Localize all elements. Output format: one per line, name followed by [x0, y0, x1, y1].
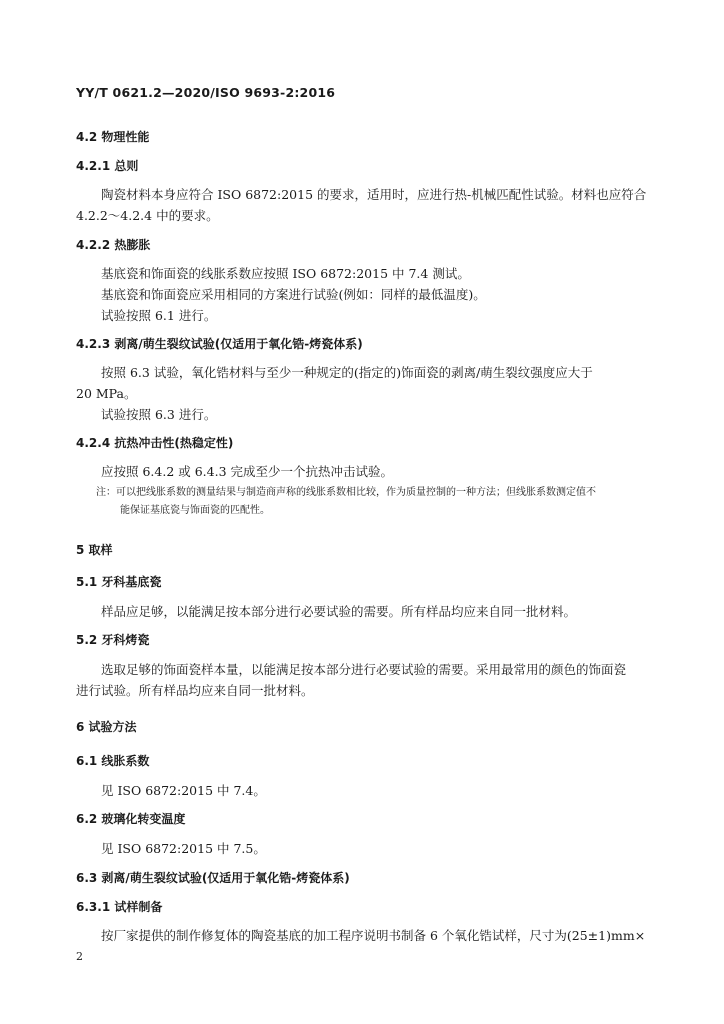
body-text-line: 选取足够的饰面瓷样本量，以能满足按本部分进行必要试验的需要。采用最常用的颜色的饰面瓷 [101, 662, 627, 677]
section-heading: 4.2.2 热膨胀 [76, 238, 151, 252]
body-text-line: 20 MPa。 [76, 386, 137, 401]
body-text-line: 按厂家提供的制作修复体的陶瓷基底的加工程序说明书制备 6 个氧化锆试样，尺寸为(25±1)mm× [101, 928, 646, 943]
body-text-line: 试验按照 6.3 进行。 [101, 407, 217, 422]
body-text-line: 基底瓷和饰面瓷的线胀系数应按照 ISO 6872:2015 中 7.4 测试。 [101, 266, 470, 281]
section-heading: 6.2 玻璃化转变温度 [76, 812, 186, 826]
note-line: 注：可以把线胀系数的测量结果与制造商声称的线胀系数相比较，作为质量控制的一种方法；但线胀系数测定值不 [96, 487, 596, 498]
section-heading: 4.2 物理性能 [76, 130, 150, 144]
note-line: 能保证基底瓷与饰面瓷的匹配性。 [120, 505, 270, 516]
body-text-line: 陶瓷材料本身应符合 ISO 6872:2015 的要求，适用时，应进行热-机械匹配性试验。材料也应符合 [101, 187, 647, 202]
document-header: YY/T 0621.2—2020/ISO 9693-2:2016 [76, 85, 336, 100]
page-number: 2 [76, 950, 83, 963]
section-heading: 5.2 牙科烤瓷 [76, 633, 150, 647]
section-heading: 6 试验方法 [76, 720, 137, 734]
section-heading: 5.1 牙科基底瓷 [76, 575, 162, 589]
body-text-line: 见 ISO 6872:2015 中 7.5。 [101, 841, 266, 856]
body-text-line: 应按照 6.4.2 或 6.4.3 完成至少一个抗热冲击试验。 [101, 464, 394, 479]
section-heading: 5 取样 [76, 543, 113, 557]
section-heading: 6.1 线胀系数 [76, 754, 150, 768]
body-text-line: 基底瓷和饰面瓷应采用相同的方案进行试验(例如：同样的最低温度)。 [101, 287, 486, 302]
section-heading: 4.2.3 剥离/萌生裂纹试验(仅适用于氧化锆-烤瓷体系) [76, 337, 363, 351]
body-text-line: 见 ISO 6872:2015 中 7.4。 [101, 783, 266, 798]
section-heading: 6.3.1 试样制备 [76, 900, 163, 914]
section-heading: 4.2.4 抗热冲击性(热稳定性) [76, 436, 234, 450]
body-text-line: 4.2.2～4.2.4 中的要求。 [76, 208, 219, 223]
section-heading: 4.2.1 总则 [76, 159, 139, 173]
body-text-line: 按照 6.3 试验，氧化锆材料与至少一种规定的(指定的)饰面瓷的剥离/萌生裂纹强度应大于 [101, 365, 593, 380]
body-text-line: 进行试验。所有样品均应来自同一批材料。 [76, 683, 314, 698]
body-text-line: 样品应足够，以能满足按本部分进行必要试验的需要。所有样品均应来自同一批材料。 [101, 604, 577, 619]
body-text-line: 试验按照 6.1 进行。 [101, 308, 217, 323]
section-heading: 6.3 剥离/萌生裂纹试验(仅适用于氧化锆-烤瓷体系) [76, 871, 350, 885]
